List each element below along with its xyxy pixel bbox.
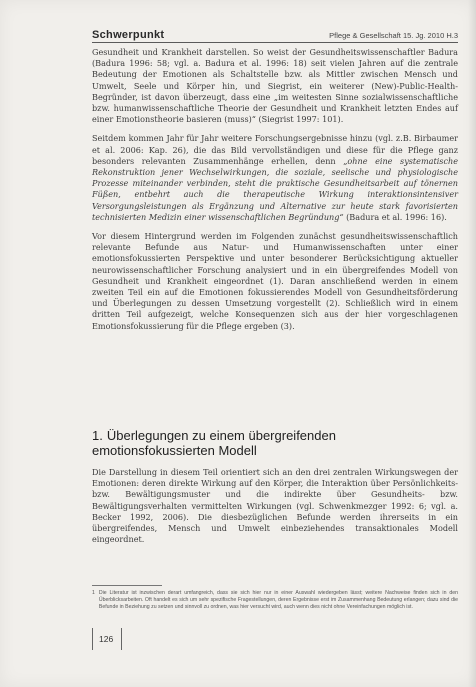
journal-reference: Pflege & Gesellschaft 15. Jg. 2010 H.3 xyxy=(329,31,458,40)
page-header xyxy=(92,26,458,43)
body-text xyxy=(92,47,458,340)
section-heading xyxy=(92,428,458,458)
section-number: 1. xyxy=(92,428,103,443)
italic-quote: „ohne eine systematische Rekonstruktion jener Wechselwirkungen, die soziale, seelische und physiologische Prozesse miteinander verbinden, steht die praktische Gesundheitsarbeit auf tönernen Füßen, entbehrt auch die therapeutische Wirkung interaktionsintensiver Versorgungsleistungen als Ergänzung und Alternative zur heute stark favorisierten technisierten Medizin einer wissenschaftlichen Begründung“ xyxy=(92,155,458,222)
running-head: Schwerpunkt xyxy=(92,29,165,41)
footnote xyxy=(92,590,458,611)
section-body xyxy=(92,467,458,545)
paragraph-3: Vor diesem Hintergrund werden im Folgenden zunächst gesundheitswissenschaftlich relevante Befunde aus Natur- und Humanwissenschaften unter einer emotionsfokussierten Perspektive und unter besonderer Berücksichtigung aktueller neurowissenschaftlicher Forschung analysiert und in ein übergreifendes Modell von Gesundheit und Krankheit eingeordnet (1). Daran anschließend werden in einem zweiten Teil ein auf die Emotionen fokussierendes Modell von Gesundheitsförderung und Überlegungen zu dessen Umsetzung vorgestellt (2). Schließlich wird in einem dritten Teil aufgezeigt, welche Konsequenzen sich aus der hier vorgeschlagenen Emotionsfokussierung für die Pflege ergeben (3). xyxy=(92,231,458,331)
footnote-divider xyxy=(92,585,162,586)
page-number: 126 xyxy=(99,634,114,644)
page-edge-shadow xyxy=(468,0,476,687)
paragraph-1: Gesundheit und Krankheit darstellen. So weist der Gesundheitswissenschaftler Badura (Badura 1996: 58; vgl. a. Badura et al. 1996: 18) seit vielen Jahren auf die zentrale Bedeutung der Emotionen als Schaltstelle bzw. als Mittler zwischen Mensch und Umwelt, Seele und Körper hin, und Siegrist, ein weiterer (New)-Public-Health-Begründer, ist davon überzeugt, dass eine „im weitesten Sinne sozialwissenschaftliche bzw. humanwissenschaftliche Theorie der Gesundheit und Krankheit letzten Endes auf einer Emotionstheorie basieren (muss)“ (Siegrist 1997: 101). xyxy=(92,47,458,125)
page-number-box xyxy=(92,628,122,650)
footnote-text: Die Literatur ist inzwischen derart umfangreich, dass sie sich hier nur in einer Auswahl wiedergeben lässt; weitere Nachweise finden sich in den Überblicksarbeiten. Oft handelt es sich um sehr spezifische Fragestellungen, deren Ergebnisse erst im Zusammenhang Bedeutung erlangen; dazu sind die Befunde in Beziehung zu setzen und sinnvoll zu ordnen, was hier versucht wird, auch wenn dies nicht ohne Vereinfachungen möglich ist. xyxy=(98,590,458,610)
section-paragraph: Die Darstellung in diesem Teil orientiert sich an den drei zentralen Wirkungswegen der Emotionen: deren direkte Wirkung auf den Körper, die Interaktion über Persönlichkeits- bzw. Bewältigungsmuster und die indirekte über Gesundheits- bzw. Bewältigungsverhalten vermittelten Wirkungen (vgl. Schwenkmezger 1992: 6; vgl. a. Becker 1992, 2006). Die diesbezüglichen Befunde werden ihrerseits in ein übergreifendes, Mensch und Umwelt einbeziehendes transaktionales Modell eingeordnet. xyxy=(92,467,458,545)
paragraph-2-lead: Seitdem kommen Jahr für Jahr weitere Forschungsergebnisse hinzu (vgl. z.B. Birbaumer et al. 2006: Kap. 26), die das Bild vervollständigen und diese für die Pflege ganz besonders relevanten Zusammenhänge erhellen, denn xyxy=(92,133,458,166)
footnote-marker: 1 xyxy=(92,590,95,596)
section-title: Überlegungen zu einem übergreifenden emotionsfokussierten Modell xyxy=(92,428,336,458)
quote-citation: (Badura et al. 1996: 16). xyxy=(346,211,447,222)
paragraph-2 xyxy=(92,133,458,223)
